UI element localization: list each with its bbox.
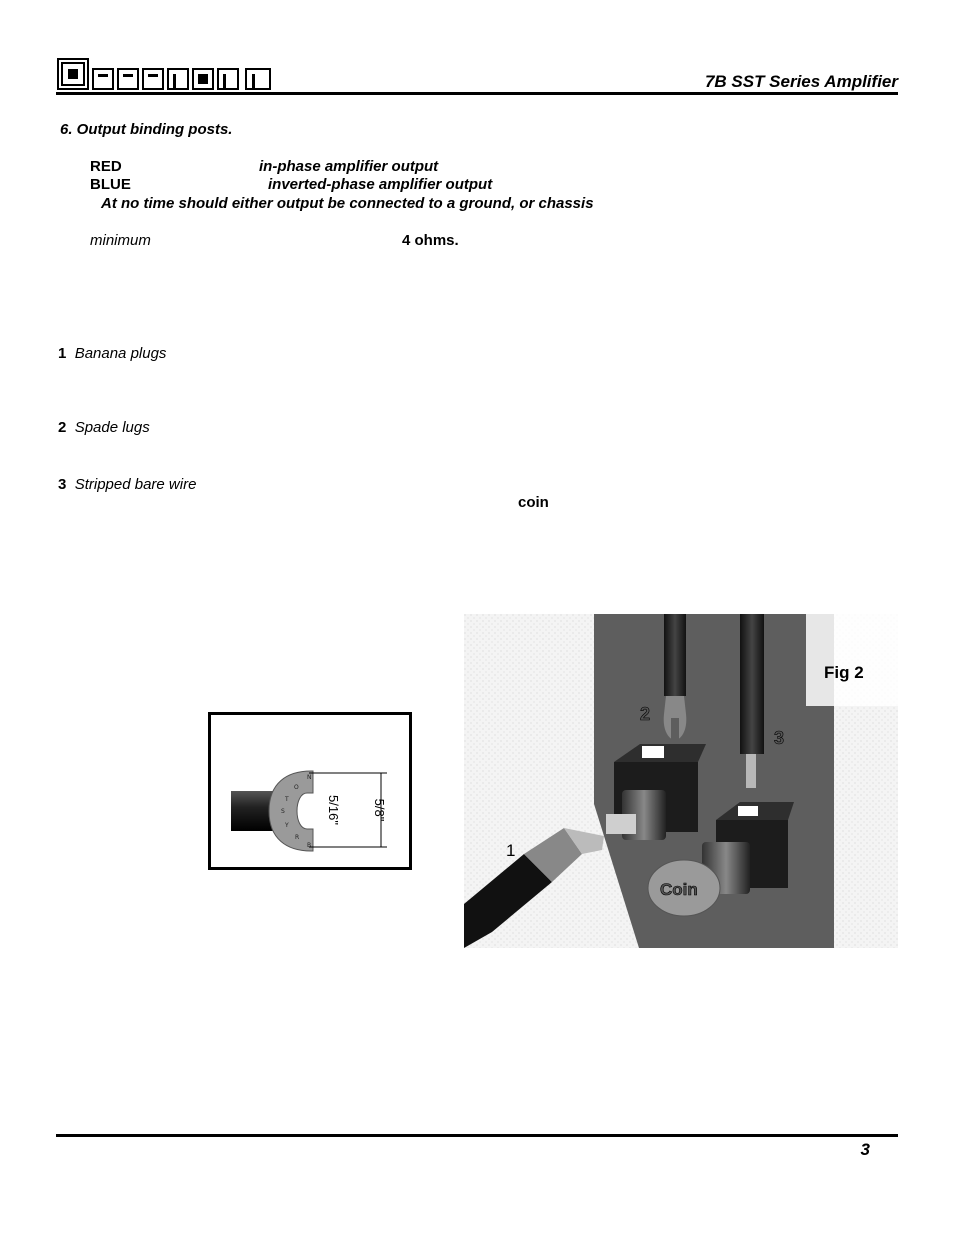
ground-warning: At no time should either output be connected to a ground, or chassis [101, 195, 594, 212]
footer-rule [56, 1134, 898, 1137]
coin-word: coin [518, 494, 549, 511]
callout-3: 3 [774, 728, 785, 748]
outer-dimension-label: 5/8" [372, 798, 387, 822]
section-heading: 6. Output binding posts. [60, 121, 233, 138]
list-item [58, 345, 166, 363]
list-item-label: Stripped bare wire [74, 476, 197, 493]
svg-text:S: S [281, 808, 285, 815]
minimum-impedance: 4 ohms. [402, 232, 459, 249]
bryston-logo [56, 57, 286, 91]
spade-cable [664, 614, 686, 696]
list-item-label: Spade lugs [74, 419, 150, 436]
list-item [58, 476, 196, 494]
page-number: 3 [860, 1140, 870, 1159]
list-item-label: Banana plugs [74, 345, 167, 362]
minimum-word: minimum [90, 232, 151, 249]
blue-description: inverted-phase amplifier output [268, 176, 493, 193]
list-item-number: 1 [58, 345, 67, 362]
coin-label: Coin [660, 880, 698, 899]
binding-posts-figure [464, 614, 898, 948]
svg-text:T: T [285, 796, 289, 803]
svg-text:O: O [294, 784, 299, 791]
header-rule [56, 92, 898, 95]
svg-text:Y: Y [285, 822, 289, 829]
red-description: in-phase amplifier output [259, 158, 439, 175]
header-title: 7B SST Series Amplifier [704, 72, 898, 91]
bare-wire-strands [746, 754, 756, 788]
callout-1: 1 [506, 841, 516, 860]
svg-text:R: R [295, 834, 300, 841]
bare-wire-cable [740, 614, 764, 754]
inner-dimension-label: 5/16" [326, 795, 341, 825]
blue-label: BLUE [90, 176, 131, 193]
list-item [58, 419, 150, 437]
red-label: RED [90, 158, 122, 175]
fig-label: Fig 2 [824, 663, 864, 682]
svg-text:B: B [307, 842, 312, 849]
svg-text:N: N [307, 774, 312, 781]
list-item-number: 2 [58, 419, 67, 436]
lug-wire [231, 791, 275, 831]
list-item-number: 3 [58, 476, 67, 493]
spade-lug [269, 771, 313, 851]
callout-2: 2 [640, 704, 651, 724]
spade-lug-diagram [208, 712, 412, 870]
binding-post-left [606, 744, 706, 840]
